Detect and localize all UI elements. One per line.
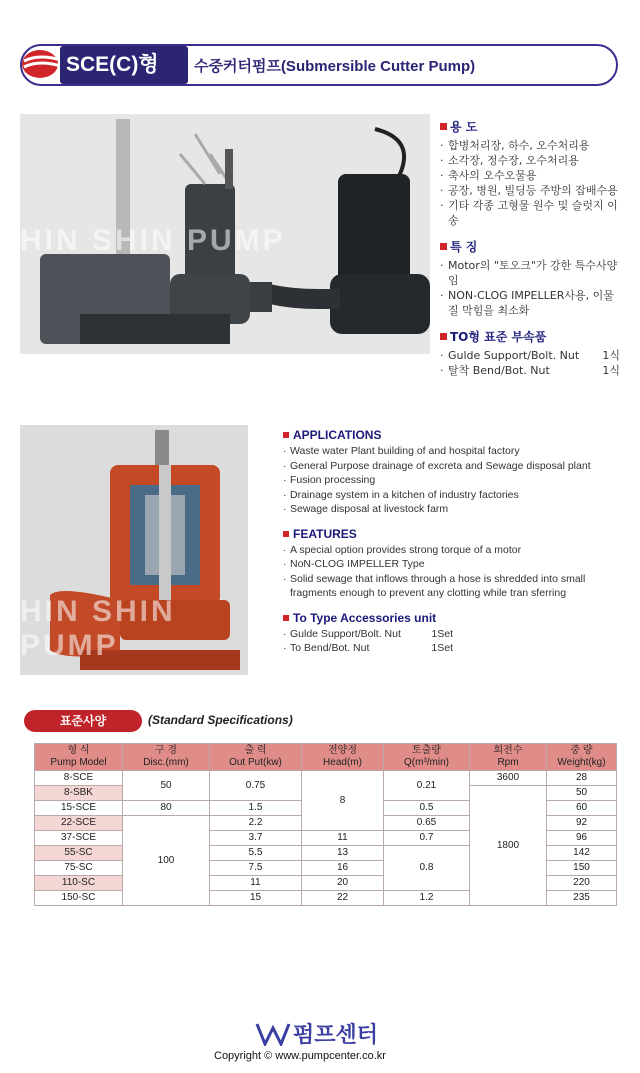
accessories-heading: TO형 표준 부속품 [440,328,620,345]
weight-cell: 142 [547,846,617,861]
pump-photo [20,114,430,354]
output-cell: 11 [210,876,302,891]
weight-cell: 235 [547,891,617,906]
korean-info [440,118,620,378]
list-item: · Sewage disposal at livestock farm [283,502,619,517]
output-cell: 2.2 [210,816,302,831]
flow-cell: 0.21 [384,771,470,801]
list-item: · A special option provides strong torque of a motor [283,543,619,558]
column-header: 전양정 Head(m) [302,744,384,771]
feature-list [440,258,620,318]
list-item: · 기타 각종 고형물 원수 및 슬럿지 이송 [440,198,620,228]
rpm-cell: 3600 [470,771,547,786]
column-header: 회전수 Rpm [470,744,547,771]
list-item: · Solid sewage that inflows through a hose is shredded into small fragments enough to prevent any clotting while tran sferring [283,572,619,601]
list-item: · 합병처리장, 하수, 오수처리용 [440,138,620,153]
weight-cell: 60 [547,801,617,816]
model-cell: 15-SCE [35,801,123,816]
list-item: · Waste water Plant building of and hospital factory [283,444,619,459]
model-cell: 37-SCE [35,831,123,846]
rpm-cell: 1800 [470,786,547,906]
head-cell: 11 [302,831,384,846]
model-cell: 75-SC [35,861,123,876]
accessories-en-list [283,627,453,656]
list-item: · Gulde Support/Bolt. Nut 1식 [440,348,620,363]
column-header: 구 경 Disc.(mm) [123,744,210,771]
head-cell: 22 [302,891,384,906]
weight-cell: 220 [547,876,617,891]
model-cell: 150-SC [35,891,123,906]
watermark-text: HIN SHIN PUMP [20,224,286,257]
flow-cell: 1.2 [384,891,470,906]
head-cell: 16 [302,861,384,876]
brand-wave-icon [255,1018,291,1046]
list-item: · 소각장, 정수장, 오수처리용 [440,153,620,168]
watermark-text: HIN SHIN PUMP [20,595,176,662]
flow-cell: 0.7 [384,831,470,846]
column-header: 중 량 Weight(kg) [547,744,617,771]
feature-heading: 특 징 [440,238,620,255]
output-cell: 15 [210,891,302,906]
footer-copyright: Copyright © www.pumpcenter.co.kr [214,1050,386,1062]
weight-cell: 150 [547,861,617,876]
output-cell: 0.75 [210,771,302,801]
column-header: 토출량 Q(m³/min) [384,744,470,771]
flow-cell: 0.65 [384,816,470,831]
list-item: · 축사의 오수오물용 [440,168,620,183]
list-item: · Motor의 "토오크"가 강한 특수사양임 [440,258,620,288]
features-heading: FEATURES [283,527,619,541]
head-cell: 13 [302,846,384,861]
usage-list [440,138,620,228]
output-cell: 3.7 [210,831,302,846]
disc-cell: 80 [123,801,210,816]
list-item: · NoN-CLOG IMPELLER Type [283,557,619,572]
list-item: · 공장, 병원, 빌딩등 주방의 잡배수용 [440,183,620,198]
list-item: · General Purpose drainage of excreta and Sewage disposal plant [283,459,619,474]
table-row [35,771,617,786]
list-item: · 탈착 Bend/Bot. Nut 1식 [440,363,620,378]
model-cell: 8-SCE [35,771,123,786]
disc-cell: 100 [123,816,210,906]
accessories-list [440,348,620,378]
head-cell: 8 [302,771,384,831]
list-item: · Fusion processing [283,473,619,488]
weight-cell: 50 [547,786,617,801]
model-cell: 8-SBK [35,786,123,801]
output-cell: 1.5 [210,801,302,816]
weight-cell: 96 [547,831,617,846]
english-info [283,428,619,656]
list-item: · NON-CLOG IMPELLER사용, 이물질 막힘을 최소화 [440,288,620,318]
accessories-en-heading: To Type Accessories unit [283,611,619,625]
weight-cell: 92 [547,816,617,831]
applications-heading: APPLICATIONS [283,428,619,442]
spec-table [34,743,617,906]
list-item: · To Bend/Bot. Nut 1Set [283,641,453,656]
spec-label: 표준사양 [24,710,142,732]
column-header: 출 력 Out Put(kw) [210,744,302,771]
model-cell: 22-SCE [35,816,123,831]
output-cell: 7.5 [210,861,302,876]
features-list [283,543,619,601]
model-cell: 55-SC [35,846,123,861]
applications-list [283,444,619,517]
table-header-row [35,744,617,771]
footer-brand [255,1018,415,1046]
footer-brand-name: 펌프센터 [293,1023,379,1048]
output-cell: 5.5 [210,846,302,861]
head-cell: 20 [302,876,384,891]
flow-cell: 0.5 [384,801,470,816]
page-title: SCE(C)형 [60,46,188,84]
list-item: · Gulde Support/Bolt. Nut 1Set [283,627,453,642]
list-item: · Drainage system in a kitchen of industry factories [283,488,619,503]
disc-cell: 50 [123,771,210,801]
usage-heading: 용 도 [440,118,620,135]
spec-label-en: (Standard Specifications) [148,713,293,727]
pump-cutaway-photo [20,425,248,675]
flow-cell: 0.8 [384,846,470,891]
model-cell: 110-SC [35,876,123,891]
weight-cell: 28 [547,771,617,786]
column-header: 형 식 Pump Model [35,744,123,771]
page-subtitle: 수중커터펌프(Submersible Cutter Pump) [194,58,476,75]
